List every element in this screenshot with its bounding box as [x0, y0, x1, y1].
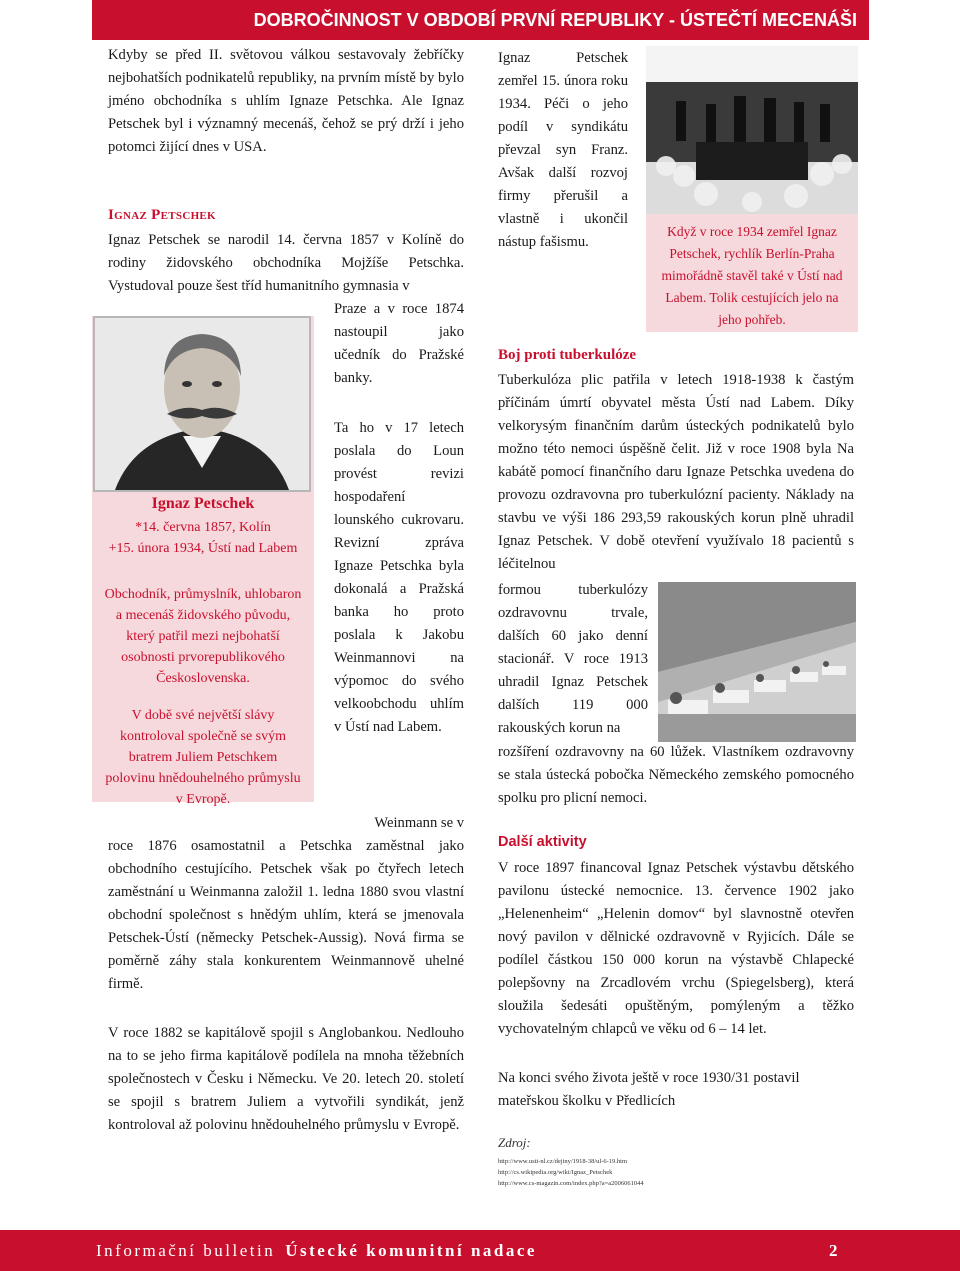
page-footer — [0, 1230, 960, 1271]
bio-paragraph-cont: Praze a v roce 1874 nastoupil jako učedník do Pražské banky. — [334, 301, 464, 386]
tb-paragraph: Tuberkulóza plic patřila v letech 1918-1938 k častým příčinám úmrtí obyvatel města Ústí nad Labem. Díky velkorysým finančním darům ústeckých podnikatelů bylo možno této nemoci úspěšně čelit. Již v roce 1908 byla Na kabátě pomocí finančního daru Ignaze Petschka uvedena do provozu ozdravovna pro tuberkulózní pacienty. Náklady na stavbu ve výši 186 293,59 rakouských korun plně uhradil Ignaz Petschek. V době otevření využívalo 18 pacientů s léčitelnou — [498, 372, 854, 572]
weinmann-paragraph: roce 1876 osamostatnil a Petschka zaměstnal jako obchodního cestujícího. Petschek však po čtyřech letech zaměstnání u Weinmanna založil 1. ledna 1880 svou vlastní obchodní společnost s hnědým uhlím, která se jmenovala Petschek-Ústí (německy Petschek-Aussig). Nová firma se poměrně záhy stala konkurentem Weinmannově uhelné firmě. — [108, 838, 464, 992]
header-title: DOBROČINNOST V OBDOBÍ PRVNÍ REPUBLIKY - ÚSTEČTÍ MECENÁŠI — [253, 9, 857, 30]
source-link[interactable]: http://cs.wikipedia.org/wiki/Ignaz_Petschek — [498, 1169, 613, 1176]
sidebar-born: *14. června 1857, Kolín — [135, 520, 271, 535]
sanatorium-illustration — [658, 582, 856, 742]
audit-paragraph: Ta ho v 17 letech poslala do Loun provést revizi hospodaření lounského cukrovaru. Revizní zpráva Ignaze Petschka byla dokonalá a Pražská banka ho proto poslala k Jakobu Weinmannovi na výpomoc do svého velkoobchodu uhlím v Ústí nad Labem. — [334, 420, 464, 735]
sidebar-died: +15. února 1934, Ústí nad Labem — [108, 541, 298, 556]
funeral-caption-box — [646, 214, 858, 332]
sanatorium-photo — [658, 582, 856, 742]
funeral-photo — [646, 46, 858, 214]
source-link[interactable]: http://www.usti-nl.cz/dejiny/1918-38/ul-6-19.htm — [498, 1158, 628, 1165]
source-link[interactable]: http://www.cs-magazin.com/index.php?a=a2006061044 — [498, 1180, 644, 1187]
tb-heading: Boj proti tuberkulóze — [498, 347, 637, 363]
intro-paragraph: Kdyby se před II. světovou válkou sestavovaly žebříčky nejbohatších podnikatelů republiky, na prvním místě by bylo jméno obchodníka s uhlím Ignaze Petschka. Ale Ignaz Petschek byl i významný mecenáš, čehož se prý drží i jeho potomci žijící dnes v USA. — [108, 47, 464, 155]
page-header — [92, 0, 869, 40]
sidebar-name-block — [92, 495, 314, 559]
funeral-illustration — [646, 46, 858, 214]
sidebar-name: Ignaz Petschek — [151, 495, 255, 512]
funeral-caption: Když v roce 1934 zemřel Ignaz Petschek, rychlík Berlín-Praha mimořádně stavěl také v Ústí nad Labem. Tolik cestujících jelo na jeho pohřeb. — [661, 224, 843, 327]
portrait-illustration — [95, 318, 309, 490]
page-number: 2 — [829, 1240, 840, 1260]
tb-paragraph-cont: formou tuberkulózy ozdravovnu trvale, dalších 60 jako denní stacionář. V roce 1913 uhradil Ignaz Petschek dalších 119 000 rakouských korun na — [498, 582, 648, 736]
footer-foundation: Ústecké komunitní nadace — [285, 1240, 537, 1260]
death-paragraph: Ignaz Petschek zemřel 15. února roku 1934. Péči o jeho podíl v syndikátu převzal syn Franz. Avšak další rozvoj firmy přerušil a vlastně i ukončil nástup fašismu. — [498, 50, 628, 250]
sidebar-description-2: V době své největší slávy kontroloval společně se svým bratrem Juliem Petschkem polovinu hnědouhelného průmyslu v Evropě. — [105, 708, 301, 807]
portrait-photo — [93, 316, 311, 492]
weinmann-start: Weinmann se v — [374, 815, 464, 831]
section-heading: Ignaz Petschek — [108, 207, 216, 223]
footer-bulletin: Informační bulletin — [96, 1240, 276, 1260]
kindergarten-paragraph: Na konci svého života ještě v roce 1930/31 postavil mateřskou školku v Předlicích — [498, 1070, 800, 1109]
tb-paragraph-end: rozšíření ozdravovny na 60 lůžek. Vlastníkem ozdravovny se stala ústecká pobočka Německého zemského pomocného spolku pro plicní nemoci. — [498, 744, 854, 806]
sidebar-description: Obchodník, průmyslník, uhlobaron a mecenáš židovského původu, který patřil mezi nejbohatší osobnosti prvorepublikového Československa. — [104, 587, 302, 686]
activities-paragraph: V roce 1897 financoval Ignaz Petschek výstavbu dětského pavilonu ústecké nemocnice. 13. července 1902 jako „Helenenheim“ „Helenin domov“ byl slavnostně otevřen nový pavilon v dělnické ozdravovně v Ryjicích. Dále se podílel částkou 150 000 korun na výstavbě Chlapecké polepšovny na Zrcadlovém vrchu (Spiegelsberg), která sloužila šedesáti opuštěným, pomýleným a těžko vychovatelným chlapců ve věku od 6 – 14 let. — [498, 860, 854, 1037]
bio-paragraph: Ignaz Petschek se narodil 14. června 1857 v Kolíně do rodiny židovského obchodníka Mojžíše Petschka. Vystudoval pouze šest tříd humanitního gymnasia v — [108, 232, 464, 294]
activities-heading: Další aktivity — [498, 834, 587, 850]
sources-label: Zdroj: — [498, 1135, 531, 1150]
anglobank-paragraph: V roce 1882 se kapitálově spojil s Anglobankou. Nedlouho na to se jeho firma kapitálově podílela na mnoha těžebních společnostech v Česku i Německu. Ve 20. letech 20. století se spojil s bratrem Juliem a vytvořili syndikát, jenž kontroloval až polovinu hnědouhelného průmyslu v Evropě. — [108, 1025, 464, 1133]
